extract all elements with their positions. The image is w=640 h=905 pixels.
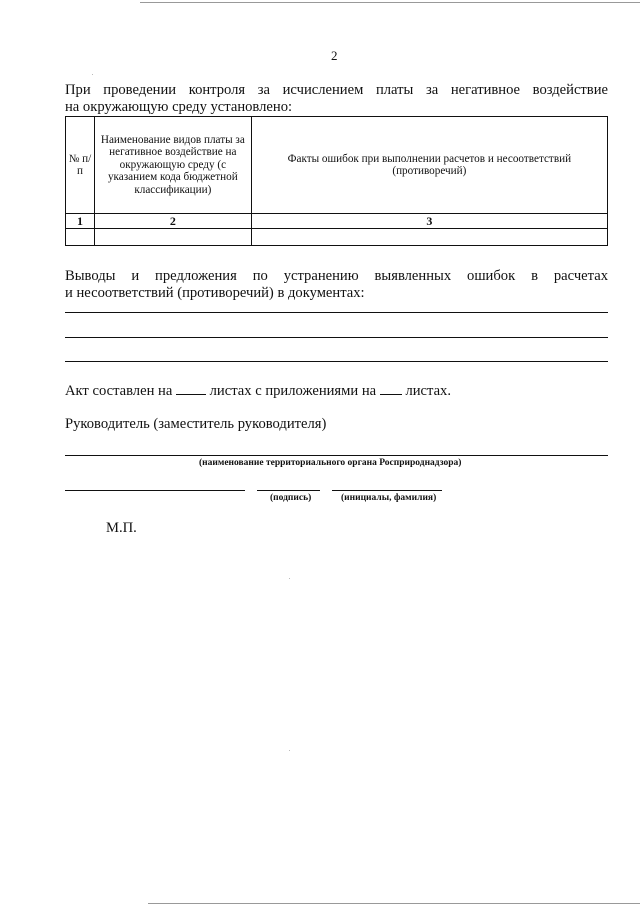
act-part-2: листах с приложениями на <box>209 383 377 399</box>
header-payment-type: Наименование видов платы за негативное воздействие на окружающую среду (с указанием кода бюджетной классификации) <box>94 117 251 214</box>
intro-line-2: на окружающую среду установлено: <box>65 99 293 115</box>
table-row <box>66 229 608 246</box>
table-column-numbers-row <box>66 214 608 229</box>
appendix-sheets-blank <box>380 382 402 395</box>
header-errors: Факты ошибок при выполнении расчетов и несоответствий (противоречий) <box>251 117 607 214</box>
conclusions-paragraph <box>65 268 608 302</box>
scan-edge-top <box>140 2 640 3</box>
signature-caption: (подпись) <box>270 493 312 503</box>
fill-line <box>65 337 608 338</box>
organ-caption: (наименование территориального органа Росприроднадзора) <box>199 458 462 468</box>
initials-caption: (инициалы, фамилия) <box>341 493 437 503</box>
column-number-1: 1 <box>66 214 95 229</box>
intro-line-1: При проведении контроля за исчислением платы за негативное воздействие <box>65 82 608 98</box>
table-cell <box>66 229 95 246</box>
intro-paragraph <box>65 82 608 116</box>
conclusions-line-1: Выводы и предложения по устранению выявленных ошибок в расчетах <box>65 268 608 284</box>
header-number: № п/п <box>66 117 95 214</box>
table-cell <box>94 229 251 246</box>
head-title: Руководитель (заместитель руководителя) <box>65 416 327 432</box>
conclusions-line-2: и несоответствий (противоречий) в документах: <box>65 285 365 301</box>
organ-name-line <box>65 455 608 456</box>
act-part-3: листах. <box>405 383 452 399</box>
facts-table <box>65 116 608 246</box>
act-sentence <box>65 382 451 400</box>
scan-speck <box>92 74 93 75</box>
column-number-2: 2 <box>94 214 251 229</box>
fill-line <box>65 361 608 362</box>
stamp-place: М.П. <box>106 520 137 536</box>
scan-speck <box>289 750 290 751</box>
scan-edge-bottom <box>148 903 640 904</box>
act-part-1: Акт составлен на <box>65 383 173 399</box>
scan-speck <box>289 578 290 579</box>
fill-line <box>65 312 608 313</box>
table-cell <box>251 229 607 246</box>
position-line <box>65 490 245 491</box>
column-number-3: 3 <box>251 214 607 229</box>
page-number: 2 <box>331 48 338 63</box>
table-header-row <box>66 117 608 214</box>
initials-line <box>332 490 442 491</box>
signature-line <box>257 490 320 491</box>
sheets-blank <box>176 382 206 395</box>
